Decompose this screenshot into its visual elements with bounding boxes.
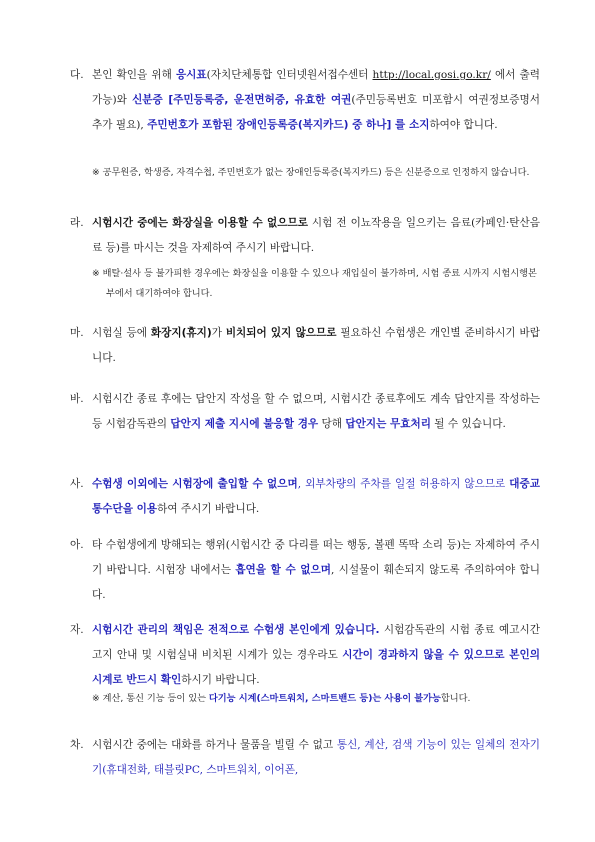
smartwatch-emphasis: 다기능 시계(스마트워치, 스마트밴드 등)는 사용이 불가능 — [208, 693, 441, 704]
note-text — [92, 689, 542, 709]
text-run: 시험시간 중에는 대화를 하거나 물품을 빌릴 수 없고 — [92, 739, 337, 751]
time-responsibility-emphasis: 시험시간 관리의 책임은 전적으로 수험생 본인에게 있습니다. — [92, 624, 380, 636]
text-run: , 시설물이 훼손되지 않도록 주의하여야 합니다. — [92, 564, 540, 601]
item-marker: 마. — [70, 327, 84, 339]
notice-item-ba — [70, 387, 540, 437]
text-run: 될 수 있습니다. — [430, 418, 506, 430]
item-text — [70, 211, 540, 261]
text-run: 당해 — [318, 418, 346, 430]
item-marker: 사. — [70, 478, 84, 490]
item-marker: 자. — [70, 624, 84, 636]
text-run: (자치단체통합 인터넷원서접수센터 — [206, 69, 373, 81]
notice-item-ra — [70, 211, 540, 261]
note-id-cards — [92, 163, 542, 183]
text-run: 시험감독관의 시험 종료 예고시간 고지 안내 및 시험실내 비치된 시계가 있는 경우라도 — [92, 624, 540, 661]
item-marker: 바. — [70, 393, 84, 405]
parking-text: , 외부차량의 주차를 일절 허용하지 않으므로 — [297, 478, 510, 490]
note-text: ※ 배탈·설사 등 불가피한 경우에는 화장실을 이용할 수 있으나 재입실이 불가하며, 시험 종료 시까지 시험시행본부에서 대기하여야 합니다. — [92, 268, 537, 299]
item-text — [70, 321, 540, 371]
item-text — [70, 733, 540, 783]
item-text — [70, 472, 540, 522]
item-text — [70, 387, 540, 437]
admission-ticket-emphasis: 응시표 — [175, 69, 207, 81]
text-run: (주민등록번호 미포함시 여권정보증명서 추가 필요), — [92, 94, 540, 131]
item-text — [70, 63, 540, 138]
item-text — [70, 618, 540, 693]
notice-item-ma — [70, 321, 540, 371]
restroom-emphasis: 시험시간 중에는 화장실을 이용할 수 없으므로 — [92, 217, 308, 229]
id-card-emphasis: 신분증 [주민등록증, 운전면허증, 유효한 여권 — [132, 94, 352, 106]
tissue-emphasis: 화장지(휴지) — [150, 327, 212, 339]
text-run: 하여야 합니다. — [429, 119, 498, 131]
item-marker: 다. — [70, 69, 84, 81]
text-run: 가 — [211, 327, 226, 339]
invalid-answer-emphasis: 답안지는 무효처리 — [345, 418, 431, 430]
notice-item-sa — [70, 472, 540, 522]
note-smartwatch — [92, 689, 542, 709]
text-run: 하여 주시기 바랍니다. — [157, 503, 260, 515]
item-marker: 차. — [70, 739, 84, 751]
note-text: ※ 공무원증, 학생증, 자격수첩, 주민번호가 없는 장애인등록증(복지카드) 등은 신분증으로 인정하지 않습니다. — [92, 167, 530, 178]
text-run: 시험 전 이뇨작용을 일으키는 음료(카페인·탄산음료 등)를 마시는 것을 자제하여 주시기 바랍니다. — [92, 217, 540, 254]
no-entry-emphasis: 수험생 이외에는 시험장에 출입할 수 없으며 — [92, 478, 298, 490]
item-text — [70, 533, 540, 608]
note-restroom — [92, 264, 542, 304]
noncompliance-emphasis: 답안지 제출 지시에 불응할 경우 — [170, 418, 319, 430]
notice-item-cha — [70, 733, 540, 783]
item-marker: 아. — [70, 539, 84, 551]
notice-item-da — [70, 63, 540, 138]
text-run: 하시기 바랍니다. — [181, 674, 260, 686]
no-smoking-emphasis: 흡연을 할 수 없으며 — [235, 564, 331, 576]
text-run: 합니다. — [440, 693, 471, 704]
public-transport-emphasis: 대중교통수단을 이용 — [92, 478, 540, 515]
text-run: 시험실 등에 — [92, 327, 151, 339]
notice-item-ja — [70, 618, 540, 693]
text-run: 필요하신 수험생은 개인별 준비하시기 바랍니다. — [92, 327, 540, 364]
check-own-watch-emphasis: 시간이 경과하지 않을 수 있으므로 본인의 시계로 반드시 확인 — [92, 649, 540, 686]
not-provided-emphasis: 비치되어 있지 않으므로 — [225, 327, 337, 339]
text-run: 타 수험생에게 방해되는 행위(시험시간 중 다리를 떠는 행동, 볼펜 똑딱 소리 등)는 자제하여 주시기 바랍니다. 시험장 내에서는 — [92, 539, 540, 576]
text-run: 시험시간 종료 후에는 답안지 작성을 할 수 없으며, 시험시간 종료후에도 계속 답안지를 작성하는 등 시험감독관의 — [92, 393, 540, 430]
disability-card-emphasis: 주민번호가 포함된 장애인등록증(복지카드) 중 하나] 를 소지 — [147, 119, 430, 131]
electronic-devices-text: 통신, 계산, 검색 기능이 있는 일체의 전자기기(휴대전화, 태블릿PC, 스마트워치, 이어폰, — [92, 739, 540, 776]
text-run: ※ 계산, 통신 기능 등이 있는 — [92, 693, 209, 704]
website-link[interactable]: http://local.gosi.go.kr/ — [372, 69, 491, 81]
text-run: 에서 출력 가능)와 — [92, 69, 540, 106]
text-run: 본인 확인을 위해 — [92, 69, 176, 81]
item-marker: 라. — [70, 217, 84, 229]
notice-item-a — [70, 533, 540, 608]
